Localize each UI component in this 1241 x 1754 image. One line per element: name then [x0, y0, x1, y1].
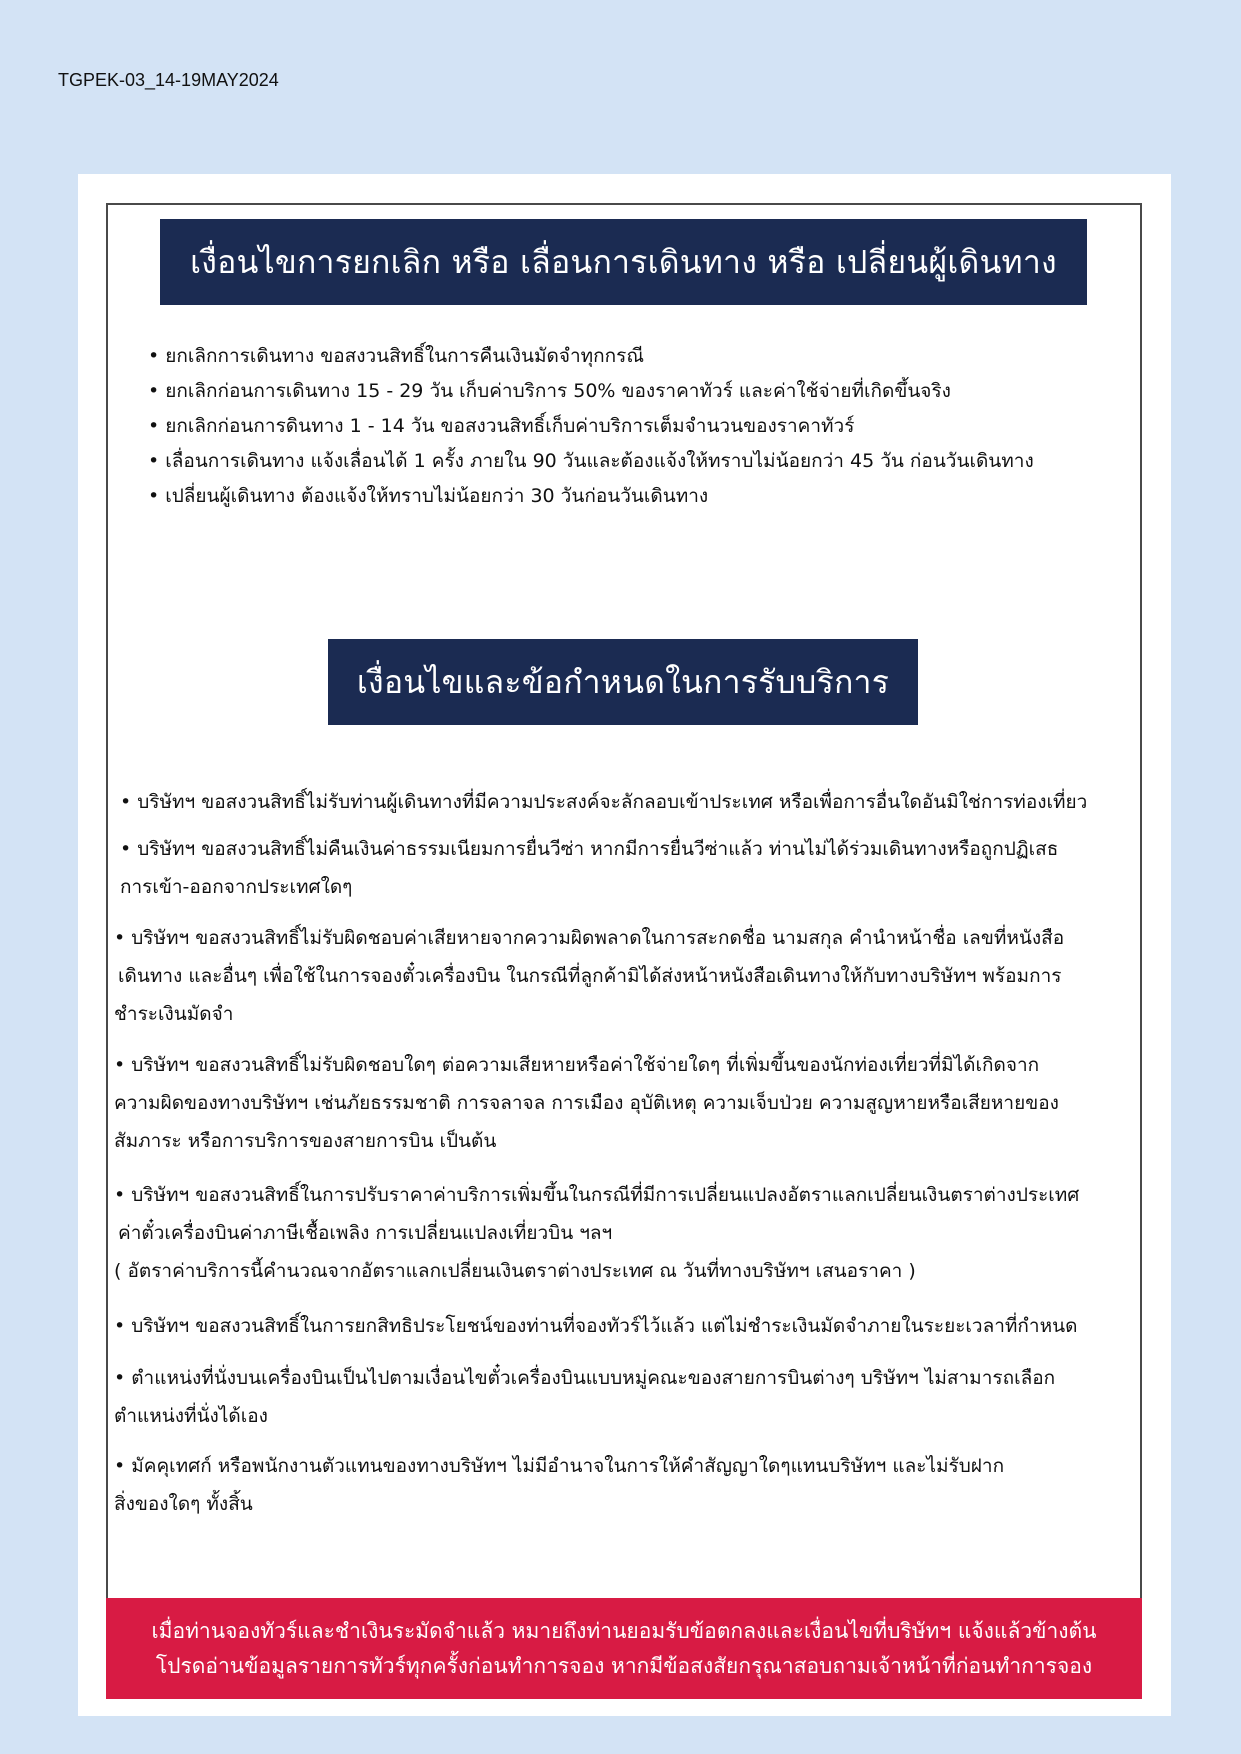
terms-paragraph-4-line-2: ความผิดของทางบริษัทฯ เช่นภัยธรรมชาติ การจลาจล การเมือง อุบัติเหตุ ความเจ็บป่วย ความสูญหายหรือเสียหายของ: [114, 1092, 1059, 1114]
terms-paragraph-7-line-2: ตำแหน่งที่นั่งได้เอง: [114, 1405, 268, 1427]
cancellation-conditions-list: [148, 339, 1068, 514]
list-item: • เลื่อนการเดินทาง แจ้งเลื่อนได้ 1 ครั้ง ภายใน 90 วันและต้องแจ้งให้ทราบไม่น้อยกว่า 45 วัน ก่อนวันเดินทาง: [148, 444, 1068, 479]
terms-paragraph-7-line-1: • ตำแหน่งที่นั่งบนเครื่องบินเป็นไปตามเงื่อนไขตั๋วเครื่องบินแบบหมู่คณะของสายการบินต่างๆ บริษัทฯ ไม่สามารถเลือก: [114, 1360, 1055, 1397]
document-code: TGPEK-03_14-19MAY2024: [58, 70, 279, 90]
terms-paragraph-6: • บริษัทฯ ขอสงวนสิทธิ์ในการยกสิทธิประโยชน์ของท่านที่จองทัวร์ไว้แล้ว แต่ไม่ชำระเงินมัดจำภายในระยะเวลาที่กำหนด: [114, 1308, 1077, 1345]
booking-notice-banner: [106, 1598, 1142, 1699]
list-item: • ยกเลิกก่อนการดินทาง 1 - 14 วัน ขอสงวนสิทธิ์เก็บค่าบริการเต็มจำนวนของราคาทัวร์: [148, 409, 1068, 444]
terms-paragraph-8-line-1: • มัคคุเทศก์ หรือพนักงานตัวแทนของทางบริษัทฯ ไม่มีอำนาจในการให้คำสัญญาใดๆแทนบริษัทฯ และไม่รับฝาก: [114, 1448, 1004, 1485]
terms-paragraph-1: • บริษัทฯ ขอสงวนสิทธิ์ไม่รับท่านผู้เดินทางที่มีความประสงค์จะลักลอบเข้าประเทศ หรือเพื่อการอื่นใดอันมิใช่การท่องเที่ยว: [120, 784, 1087, 821]
terms-paragraph-8-line-2: สิ่งของใดๆ ทั้งสิ้น: [114, 1493, 253, 1515]
terms-paragraph-3-line-3: ชำระเงินมัดจำ: [114, 1003, 234, 1025]
terms-paragraph-5-line-1: • บริษัทฯ ขอสงวนสิทธิ์ในการปรับราคาค่าบริการเพิ่มขึ้นในกรณีที่มีการเปลี่ยนแปลงอัตราแลกเปลี่ยนเงินตราต่างประเทศ: [114, 1177, 1079, 1214]
terms-paragraph-3-line-2: เดินทาง และอื่นๆ เพื่อใช้ในการจองตั๋วเครื่องบิน ในกรณีที่ลูกค้ามิได้ส่งหน้าหนังสือเดินทางให้กับทางบริษัทฯ พร้อมการ: [118, 965, 1062, 987]
terms-paragraph-5-line-2: ค่าตั๋วเครื่องบินค่าภาษีเชื้อเพลิง การเปลี่ยนแปลงเที่ยวบิน ฯลฯ: [118, 1222, 613, 1244]
terms-paragraph-4-line-3: สัมภาระ หรือการบริการของสายการบิน เป็นต้น: [114, 1130, 497, 1152]
terms-paragraph-2-line-2: การเข้า-ออกจากประเทศใดๆ: [120, 876, 353, 898]
terms-paragraph-4-line-1: • บริษัทฯ ขอสงวนสิทธิ์ไม่รับผิดชอบใดๆ ต่อความเสียหายหรือค่าใช้จ่ายใดๆ ที่เพิ่มขึ้นของนักท่องเที่ยวที่มิได้เกิดจาก: [114, 1047, 1039, 1084]
cancellation-conditions-heading: เงื่อนไขการยกเลิก หรือ เลื่อนการเดินทาง หรือ เปลี่ยนผู้เดินทาง: [160, 219, 1087, 305]
list-item: • ยกเลิกการเดินทาง ขอสงวนสิทธิ์ในการคืนเงินมัดจำทุกกรณี: [148, 339, 1068, 374]
list-item: • เปลี่ยนผู้เดินทาง ต้องแจ้งให้ทราบไม่น้อยกว่า 30 วันก่อนวันเดินทาง: [148, 479, 1068, 514]
booking-notice-line-2: โปรดอ่านข้อมูลรายการทัวร์ทุกครั้งก่อนทำการจอง หากมีข้อสงสัยกรุณาสอบถามเจ้าหน้าที่ก่อนทำการจอง: [155, 1653, 1093, 1678]
list-item: • ยกเลิกก่อนการเดินทาง 15 - 29 วัน เก็บค่าบริการ 50% ของราคาทัวร์ และค่าใช้จ่ายที่เกิดขึ้นจริง: [148, 374, 1068, 409]
terms-paragraph-3-line-1: • บริษัทฯ ขอสงวนสิทธิ์ไม่รับผิดชอบค่าเสียหายจากความผิดพลาดในการสะกดชื่อ นามสกุล คำนำหน้าชื่อ เลขที่หนังสือ: [114, 920, 1064, 957]
booking-notice-line-1: เมื่อท่านจองทัวร์และชำเงินระมัดจำแล้ว หมายถึงท่านยอมรับข้อตกลงและเงื่อนไขที่บริษัทฯ แจ้งแล้วข้างต้น: [151, 1618, 1097, 1643]
terms-paragraph-5-line-3: ( อัตราค่าบริการนี้คำนวณจากอัตราแลกเปลี่ยนเงินตราต่างประเทศ ณ วันที่ทางบริษัทฯ เสนอราคา ): [114, 1260, 916, 1282]
document-page: [78, 174, 1171, 1716]
terms-paragraph-2-line-1: • บริษัทฯ ขอสงวนสิทธิ์ไม่คืนเงินค่าธรรมเนียมการยื่นวีซ่า หากมีการยื่นวีซ่าแล้ว ท่านไม่ได้ร่วมเดินทางหรือถูกปฏิเสธ: [120, 831, 1058, 868]
service-terms-heading: เงื่อนไขและข้อกำหนดในการรับบริการ: [328, 639, 918, 725]
